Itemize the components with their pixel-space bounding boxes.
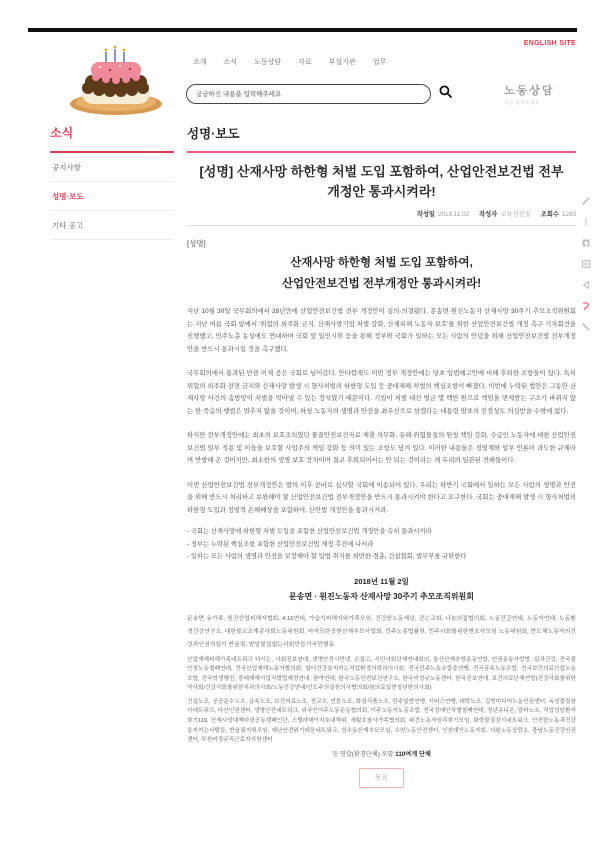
org-count: 110여개 단체 <box>395 750 431 758</box>
site-logo[interactable] <box>58 42 174 120</box>
demand-item: - 국회는 산재사망에 하한형 처벌 도입을 포함한 산업안전보건법 개정안을 속히 통과시켜라 <box>187 528 432 536</box>
brand-block[interactable] <box>504 82 576 106</box>
twitter-icon[interactable] <box>581 259 591 269</box>
sidebar-item-statements[interactable]: 성명·보도 <box>50 182 174 211</box>
main-nav <box>193 57 433 67</box>
org-list-paragraph: 산업재해피해가족네트워크 다시는, 사회진보연대, 생명안전시민넷, 손잡고, 시민사회단체연대회의, 울산산재추방운동연합, 인권운동사랑방, 일과건강, 전국불안정노동철폐연대, 전국산업재해노동자협의회, 일터건강을지키는직업환경의학과의사회, 전국민주노동조합총연맹, 전국금속노동조합, 전국보건의료산업노동조합, 전국학생행진, 중대재해기업처벌법제정연대, 참여연대, 한국노동안전보건연구소, 한국비정규노동센터, 한국진보연대, 보건의료단체연합(건강사회를위한약사회/건강사회를위한치과의사회/노동건강연대/인도주의실천의사협의회/참의료실현청년한의사회) <box>187 656 576 692</box>
body-paragraph: 지난 10월 30일 국무회의에서 28년만에 산업안전보건법 전부 개정안이 심의·의결됐다. 문송면·원진노동자 산재사망 30주기 추모조직위원회는 지난 여름 국회 앞에서 '위험의 외주화 금지, 산재사망기업 처벌 강화, 산재피해 노동자 보호'를 위한 산업안전보건법 개정 촉구 기자회견을 진행했고, 민주노총 농성에도 연대하며 국회 앞 일인시위 등을 통해 정부와 국회가 일하는 모든 사람의 안녕을 위해 산업안전보건법 전부개정안을 반드시 통과시킬 것을 촉구했다. <box>187 308 576 353</box>
statement-date: 2018년 11월 2일 <box>354 577 409 587</box>
demand-list <box>187 526 576 563</box>
kakao-icon[interactable] <box>581 301 591 311</box>
org-list-paragraph: 건설노조, 공공운수노조, 금속노조, 보건의료노조, 전교조, 언론노조, 화섬식품노조, 민주일반연맹, 서비스연맹, 대학노조, 길벗미디어노동인권센터, 독성물질참사네트워크, 다산인권센터, 생명안전네트워크, 외국인이주노동운동협의회, 이주노동자노동조합, 전국장애인차별철폐연대, 청년유니온, 알바노조, 직업성암환자찾기119, 산재사망대책마련공동캠페인단, 스텔라데이지호대책위, 세월호참사가족협의회, 파견노동자권리찾기모임, 화학물질감시네트워크, 안전한노동과건강을지키는사람들, 반올림지원모임, 재난안전위기대응네트워크, 성수동산재추모모임, 수원노동안전센터, 인천대안노동자회, 의왕노동상담소, 충남노동건강인권센터, 부천비정규직근로자지원센터 <box>187 698 576 744</box>
nav-item-counsel[interactable]: 노동상담 <box>254 59 282 66</box>
body-paragraph: 하지만 전부개정안에는 최초의 보호조치였던 물질안전보건자료 제출 의무화, 유해·위험물질의 원청 책임 강화, 수급인 노동자에 대한 산업안전보건법 일부 적용 및 이들을 보호할 사업주의 책임 강화 등 의미 있는 조항도 담겨 있다. 이러한 내용들은 경영계와 일부 언론이 과도한 규제라며 반발해 온 것이지만, 최소한의 생명 보호 장치이며 결코 후퇴되어서는 안 되는 것이라는 게 우리의 일관된 견해들이다. <box>187 432 576 465</box>
nav-item-work[interactable]: 업무 <box>372 59 387 66</box>
org-count-line: 등 연합(환경단체) 포함 110여개 단체 <box>332 750 431 758</box>
body-paragraph: 이번 산업안전보건법 전부개정안은 발의 이후 곧바로 심사할 국회에 이송되어 있다. 우리는 하반기 국회에서 일하는 모든 사람의 생명과 안전을 위해 반드시 처리하고 보완해야 할 산업안전보건법 전부개정안을 반드시 통과시켜야 한다고 요구한다. 국회는 중대재해 발생 시 형사처벌의 하한형 도입과 징벌적 손해배상을 포함하여, 산안법 개정안을 통과시켜라. <box>187 481 576 514</box>
edit-icon[interactable] <box>581 196 591 206</box>
search-input[interactable] <box>186 84 431 104</box>
english-site-link[interactable]: ENGLISH SITE <box>523 40 576 47</box>
share-rail <box>577 196 595 332</box>
sidebar-title: 소식 <box>50 126 74 140</box>
nav-item-about[interactable]: 소개 <box>193 59 207 66</box>
org-list-paragraph: 문송면 유가족, 원진산업피해자협회, 4.16연대, 가습기피해자와가족모임, 건강한노동세상, 걷는교회, 나눔의집협의회, 노동건강연대, 노동자연대, 노동환경건강연구소, 대한불교조계종사회노동위원회, 마석모란공원산재추모사업회, 민주노총법률원, 민주사회를위한변호사모임 노동위원회, 반도체노동자의건강과인권지킴이 반올림, 발암물질없는사회만들기국민행동 <box>187 616 576 648</box>
statement-signature: 문송면 · 원진노동자 산재사망 30주기 추모조직위원회 <box>289 592 474 602</box>
article-title: [성명] 산재사망 하한형 처벌 도입 포함하여, 산업안전보건법 전부개정안 통과시켜라! <box>199 164 564 200</box>
list-button[interactable]: 목록 <box>359 768 405 788</box>
facebook-icon[interactable] <box>581 238 591 248</box>
demand-item: - 정부는 누락된 핵심조항 포함한 산업안전보건법 제정 추진에 나서라 <box>187 540 374 548</box>
top-divider-bar <box>28 28 577 32</box>
sidebar <box>50 124 174 240</box>
divider-icon <box>581 217 591 227</box>
share-icon[interactable] <box>581 280 591 290</box>
birthday-cake-icon <box>58 42 174 120</box>
page-title: 성명·보도 <box>187 127 240 141</box>
statement-heading: 산재사망 하한형 처벌 도입 포함하여, 산업안전보건법 전부개정안 통과시켜라! <box>281 257 482 290</box>
pen-icon[interactable] <box>581 322 591 332</box>
page-title-underline <box>187 151 576 153</box>
nav-item-materials[interactable]: 자료 <box>298 59 312 66</box>
brand-tagline: 지금 물어보세요 <box>504 100 540 105</box>
sidebar-item-notice[interactable]: 공지사항 <box>50 153 174 182</box>
brand-name: 노동상담 <box>504 85 555 97</box>
body-paragraph: 국무회의에서 통과된 만큼 이제 공은 국회로 넘어갔다. 안타깝게도 이번 정부 개정안에는 당초 입법예고안에 비해 후퇴한 조항들이 있다. 특히 위험의 외주화 전면 금지와 산재사망 발생 시 형사처벌의 하한형 도입 등 중대재해 처벌의 핵심조항이 빠졌다. 이번에 누락된 법안은 그동안 산재사망 사건의 솜방망이 처벌을 막아낼 수 있는 장치였기 때문이다. 기업이 처벌 대신 벌금 몇 백만 원으로 책임을 면제받는 구조가 바뀌지 않는 한 죽음의 행렬은 멈추지 않을 것이며, 하청 노동자의 생명과 안전을 최우선으로 삼겠다는 대통령 발표의 진정성도 의심받을 수밖에 없다. <box>187 370 576 415</box>
article-meta <box>187 209 576 218</box>
meta-author: 작성자 교육선전실 <box>479 211 531 219</box>
statement-tag: [성명] <box>187 239 206 249</box>
nav-item-news[interactable]: 소식 <box>223 59 238 66</box>
main-content <box>187 124 576 788</box>
sidebar-item-other[interactable]: 기타 공고 <box>50 211 174 240</box>
search-bar <box>186 84 452 104</box>
meta-divider <box>187 225 576 226</box>
meta-date: 작성일 2018.11.02 <box>416 211 470 219</box>
search-icon[interactable] <box>439 85 452 103</box>
demand-item: - 일하는 모든 사람의 생명과 안전을 보장해야 할 입법 취지를 외면한 경총, 건설협회, 법무부를 규탄한다 <box>187 552 467 560</box>
nav-item-affiliates[interactable]: 부설기관 <box>328 59 356 66</box>
meta-views: 조회수 1283 <box>540 211 576 219</box>
